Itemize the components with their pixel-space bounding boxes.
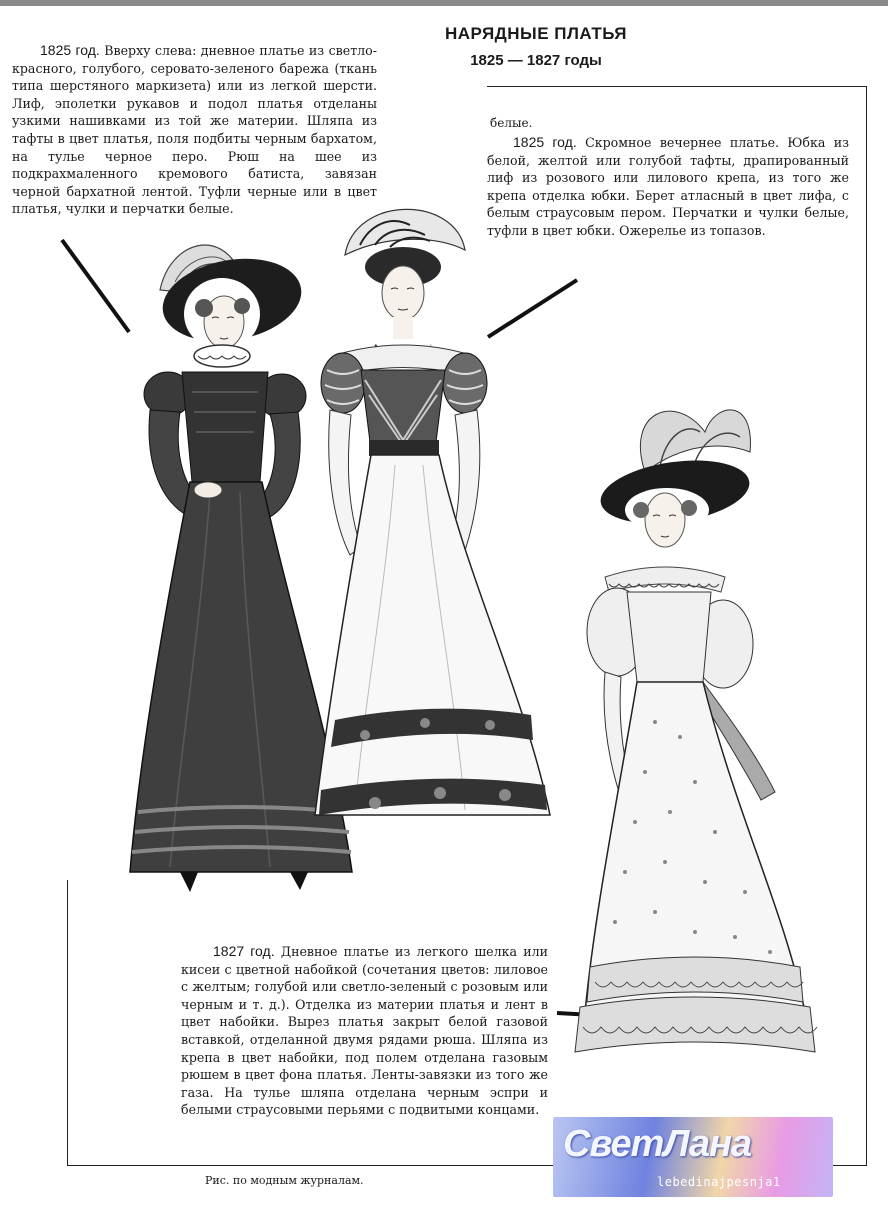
page-subtitle: 1825 — 1827 годы [470, 52, 602, 69]
caption-top-right-cut-word: белые. [490, 116, 533, 130]
caption-year: 1825 год. [513, 134, 577, 150]
watermark-logo [553, 1117, 833, 1197]
caption-text: Вверху слева: дневное платье из светло-красного, голубого, серовато-зеленого барежа (ткань типа шерстяного маркизета) или из легкой шерсти. Лиф, эполетки рукавов и подол платья отделаны узкими нашивками из той же материи. Шляпа из тафты в цвет платья, поля подбиты черным бархатом, на тулье черное перо. Рюш на шее из подкрахмаленного кремового батиста, завязан черной бархатной лентой. Туфли черные или в цвет платья, чулки и перчатки белые. [12, 43, 377, 217]
watermark-url: lebedinajpesnja1 [657, 1175, 781, 1189]
watermark-logo-text: СветЛана [563, 1123, 752, 1165]
caption-year: 1825 год. [40, 42, 100, 58]
page-title: НАРЯДНЫЕ ПЛАТЬЯ [444, 24, 628, 43]
illustration-credit: Рис. по модным журналам. [205, 1174, 364, 1187]
caption-year: 1827 год. [213, 943, 275, 959]
caption-text: Скромное вечернее платье. Юбка из белой, желтой или голубой тафты, драпированный лиф из розового или лилового крепа, из того же крепа отделка юбки. Берет атласный в цвет лифа, с белым страусовым пером. Перчатки и чулки белые, туфли в цвет юбки. Ожерелье из топазов. [487, 135, 849, 238]
figure-white-evening-dress [305, 195, 555, 875]
caption-text: Дневное платье из легкого шелка или кисеи с цветной набойкой (сочетания цветов: лиловое с желтым; голубой или светло-зеленый с розовым или черным и т. д.). Отделка из материи платья и лент в цвет набойки. Вырез платья закрыт белой газовой вставкой, отделанной двумя рядами рюша. Шляпа из крепа в цвет набойки, под полем отделана газовым рюшем в цвет фона платья. Ленты-завязки из того же газа. На тулье шляпа отделана черным эспри и белыми страусовыми перьями с подвитыми концами. [181, 944, 548, 1118]
figure-printed-day-dress [565, 392, 825, 1132]
